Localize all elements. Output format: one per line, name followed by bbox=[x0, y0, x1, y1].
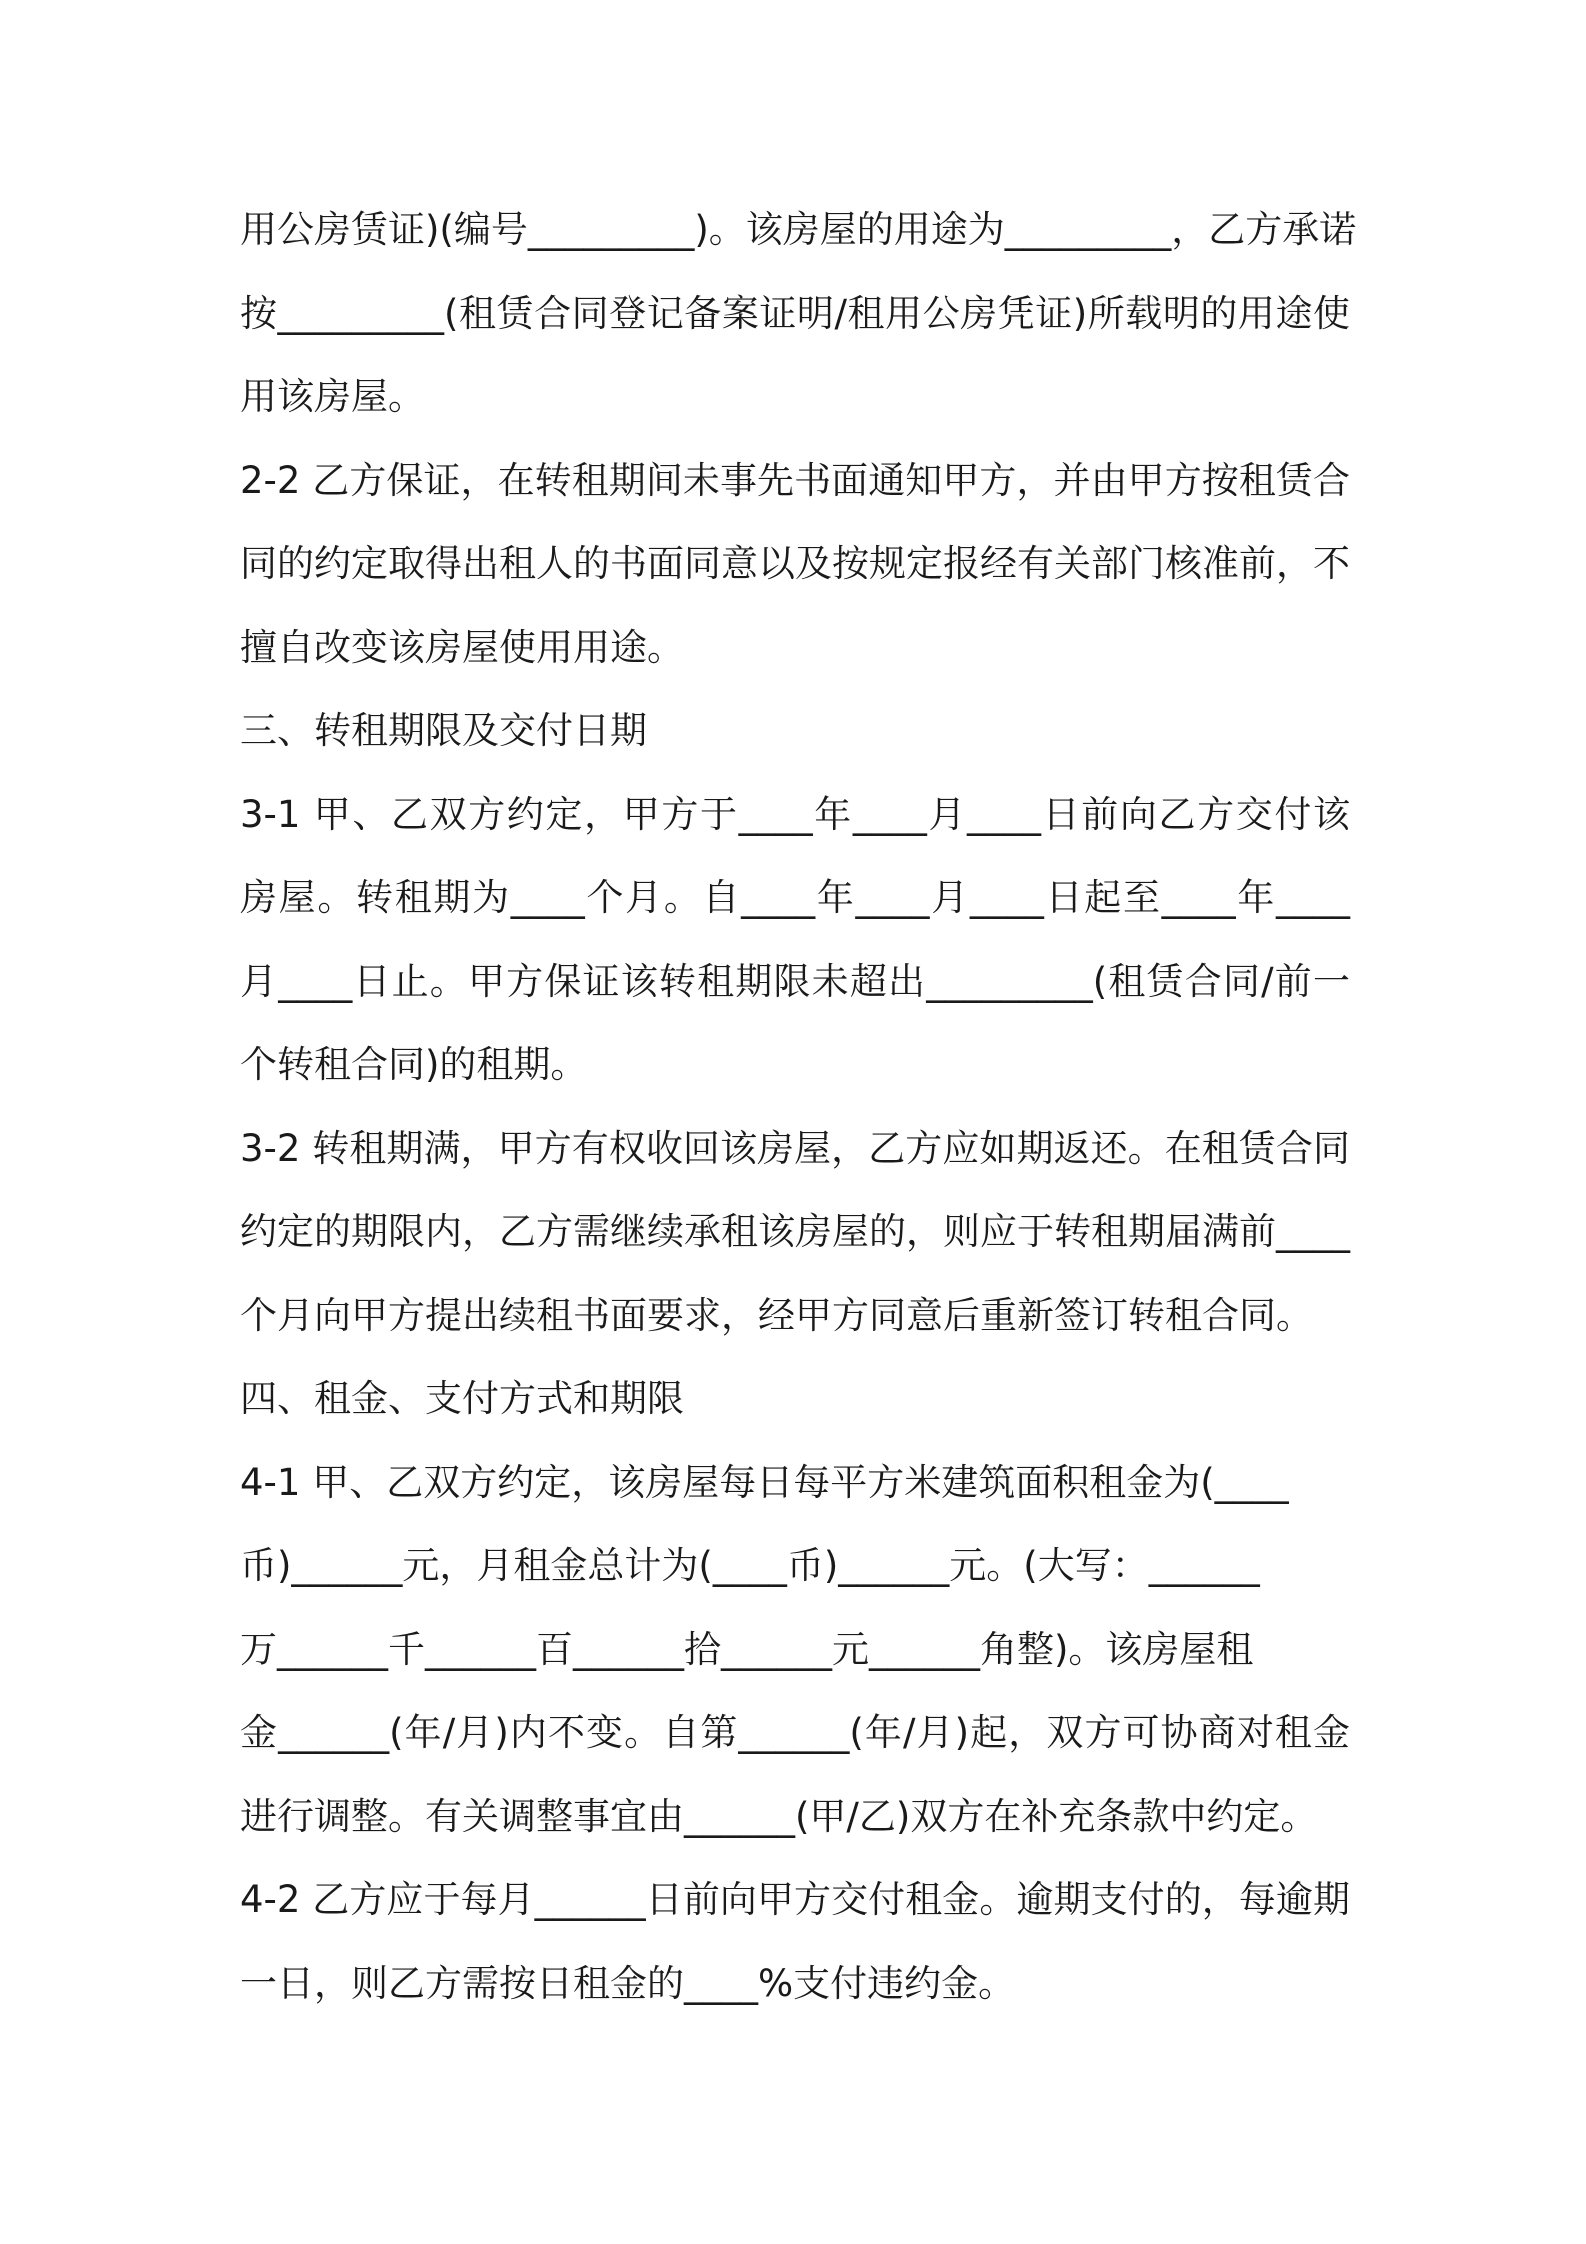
text-line-22: 一日，则乙方需按日租金的____%支付违约金。 bbox=[240, 1961, 1016, 2005]
text-line-12: 3-2 转租期满，甲方有权收回该房屋，乙方应如期返还。在租赁合同 bbox=[240, 1126, 1350, 1170]
contract-text bbox=[240, 188, 1357, 2025]
text-line-8: 3-1 甲、乙双方约定，甲方于____年____月____日前向乙方交付该 bbox=[240, 792, 1350, 836]
text-line-6: 擅自改变该房屋使用用途。 bbox=[240, 625, 684, 669]
text-line-4: 2-2 乙方保证，在转租期间未事先书面通知甲方，并由甲方按租赁合 bbox=[240, 458, 1350, 502]
text-line-16: 4-1 甲、乙双方约定，该房屋每日每平方米建筑面积租金为(____ bbox=[240, 1460, 1289, 1504]
text-line-11: 个转租合同)的租期。 bbox=[240, 1043, 588, 1086]
text-line-18: 万______千______百______拾______元______角整)。该房屋租 bbox=[240, 1627, 1254, 1671]
text-line-1: 用公房赁证)(编号_________)。该房屋的用途为_________，乙方承诺 bbox=[240, 208, 1357, 251]
text-line-3: 用该房屋。 bbox=[240, 375, 425, 418]
section-heading-3: 三、转租期限及交付日期 bbox=[240, 709, 647, 752]
section-heading-4: 四、租金、支付方式和期限 bbox=[240, 1377, 684, 1420]
text-line-10: 月____日止。甲方保证该转租期限未超出_________(租赁合同/前一 bbox=[240, 959, 1350, 1003]
text-line-2: 按_________(租赁合同登记备案证明/租用公房凭证)所载明的用途使 bbox=[240, 291, 1350, 335]
text-line-13: 约定的期限内，乙方需继续承租该房屋的，则应于转租期届满前____ bbox=[240, 1210, 1350, 1253]
text-line-17: 币)______元，月租金总计为(____币)______元。(大写：______ bbox=[240, 1544, 1260, 1587]
text-line-21: 4-2 乙方应于每月______日前向甲方交付租金。逾期支付的，每逾期 bbox=[240, 1878, 1350, 1921]
text-line-14: 个月向甲方提出续租书面要求，经甲方同意后重新签订转租合同。 bbox=[240, 1293, 1313, 1337]
text-line-5: 同的约定取得出租人的书面同意以及按规定报经有关部门核准前，不 bbox=[240, 542, 1350, 585]
text-line-20: 进行调整。有关调整事宜由______(甲/乙)双方在补充条款中约定。 bbox=[240, 1794, 1318, 1838]
text-line-19: 金______(年/月)内不变。自第______(年/月)起，双方可协商对租金 bbox=[240, 1711, 1350, 1754]
text-line-9: 房屋。转租期为____个月。自____年____月____日起至____年____ bbox=[240, 876, 1350, 919]
